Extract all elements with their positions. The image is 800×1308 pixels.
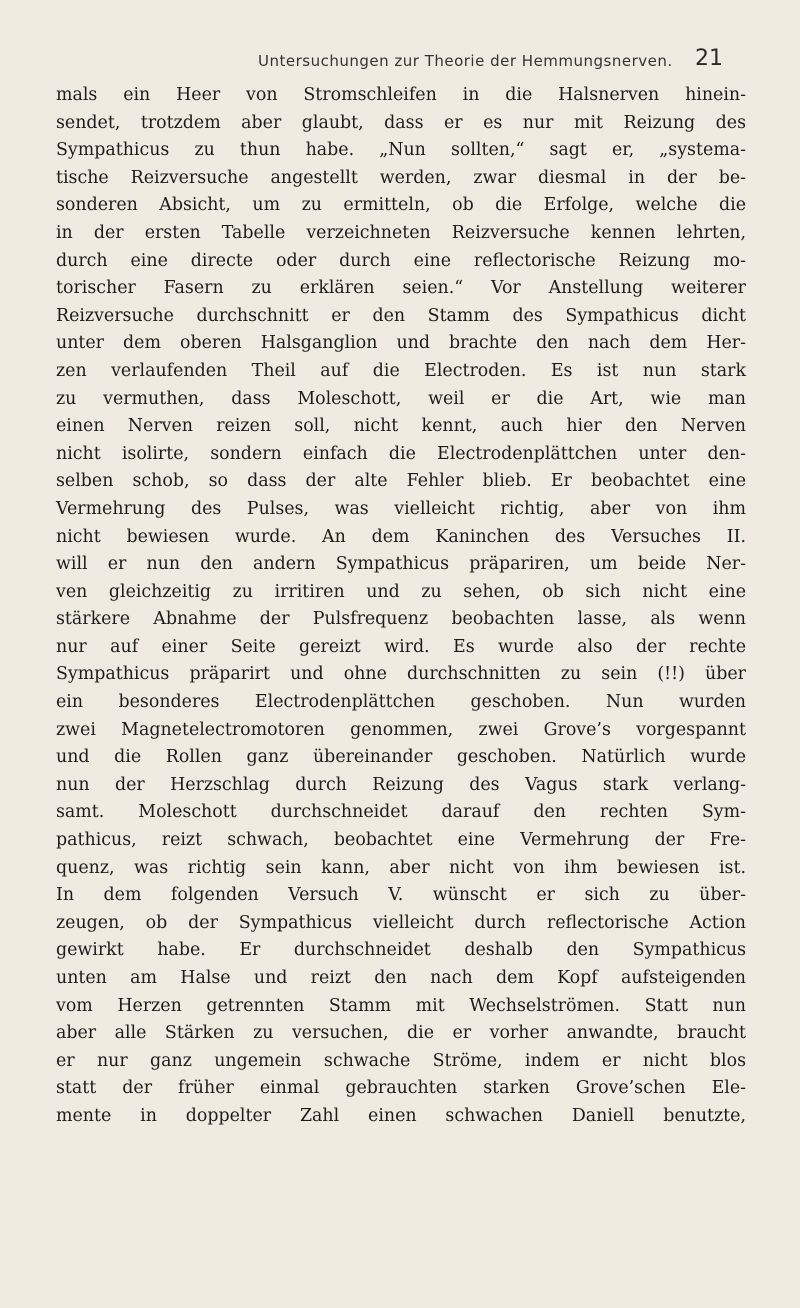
body-text <box>56 82 746 1131</box>
text-line: gewirkt habe. Er durchschneidet deshalb den Sympathicus <box>56 940 746 961</box>
text-line: statt der früher einmal gebrauchten starken Grove’schen Ele- <box>56 1078 746 1099</box>
text-line: vom Herzen getrennten Stamm mit Wechselströmen. Statt nun <box>56 995 746 1016</box>
text-line: Sympathicus zu thun habe. „Nun sollten,“ sagt er, „systema- <box>56 140 746 161</box>
text-line: sonderen Absicht, um zu ermitteln, ob die Erfolge, welche die <box>56 195 746 216</box>
text-line: sendet, trotzdem aber glaubt, dass er es nur mit Reizung des <box>56 112 746 133</box>
text-line: einen Nerven reizen soll, nicht kennt, auch hier den Nerven <box>56 416 746 437</box>
text-line: durch eine directe oder durch eine reflectorische Reizung mo- <box>56 250 746 271</box>
text-line: will er nun den andern Sympathicus präpariren, um beide Ner- <box>56 554 746 575</box>
running-title: Untersuchungen zur Theorie der Hemmungsnerven. <box>258 52 673 70</box>
text-line: torischer Fasern zu erklären seien.“ Vor Anstellung weiterer <box>56 278 746 299</box>
text-line: nun der Herzschlag durch Reizung des Vagus stark verlang- <box>56 774 746 795</box>
text-line: Sympathicus präparirt und ohne durchschnitten zu sein (!!) über <box>56 664 746 685</box>
text-line: quenz, was richtig sein kann, aber nicht von ihm bewiesen ist. <box>56 857 746 878</box>
text-line: ven gleichzeitig zu irritiren und zu sehen, ob sich nicht eine <box>56 581 746 602</box>
text-line: nur auf einer Seite gereizt wird. Es wurde also der rechte <box>56 636 746 657</box>
text-line: stärkere Abnahme der Pulsfrequenz beobachten lasse, als wenn <box>56 609 746 630</box>
text-line: zen verlaufenden Theil auf die Electroden. Es ist nun stark <box>56 360 746 381</box>
text-line: in der ersten Tabelle verzeichneten Reizversuche kennen lehrten, <box>56 222 746 243</box>
text-line: mente in doppelter Zahl einen schwachen Daniell benutzte, <box>56 1105 746 1126</box>
text-line: pathicus, reizt schwach, beobachtet eine Vermehrung der Fre- <box>56 830 746 851</box>
text-line: unten am Halse und reizt den nach dem Kopf aufsteigenden <box>56 968 746 988</box>
page-number: 21 <box>695 46 723 71</box>
text-line: er nur ganz ungemein schwache Ströme, indem er nicht blos <box>56 1050 746 1071</box>
text-line: Reizversuche durchschnitt er den Stamm des Sympathicus dicht <box>56 305 746 326</box>
text-line: und die Rollen ganz übereinander geschoben. Natürlich wurde <box>56 747 746 768</box>
text-line: mals ein Heer von Stromschleifen in die Halsnerven hinein- <box>56 85 746 105</box>
text-line: selben schob, so dass der alte Fehler blieb. Er beobachtet eine <box>56 471 746 492</box>
text-line: Vermehrung des Pulses, was vielleicht richtig, aber von ihm <box>56 498 746 519</box>
text-line: samt. Moleschott durchschneidet darauf den rechten Sym- <box>56 802 746 823</box>
text-line: zeugen, ob der Sympathicus vielleicht durch reflectorische Action <box>56 912 746 933</box>
text-line: unter dem oberen Halsganglion und brachte den nach dem Her- <box>56 333 746 354</box>
text-line: aber alle Stärken zu versuchen, die er vorher anwandte, braucht <box>56 1023 746 1044</box>
text-line: zu vermuthen, dass Moleschott, weil er die Art, wie man <box>56 388 746 409</box>
text-line: zwei Magnetelectromotoren genommen, zwei Grove’s vorgespannt <box>56 719 746 740</box>
text-line: In dem folgenden Versuch V. wünscht er sich zu über- <box>56 885 746 906</box>
text-line: ein besonderes Electrodenplättchen geschoben. Nun wurden <box>56 692 746 713</box>
text-line: nicht bewiesen wurde. An dem Kaninchen des Versuches II. <box>56 526 746 547</box>
text-line: nicht isolirte, sondern einfach die Electrodenplättchen unter den- <box>56 443 746 464</box>
text-line: tische Reizversuche angestellt werden, zwar diesmal in der be- <box>56 167 746 188</box>
